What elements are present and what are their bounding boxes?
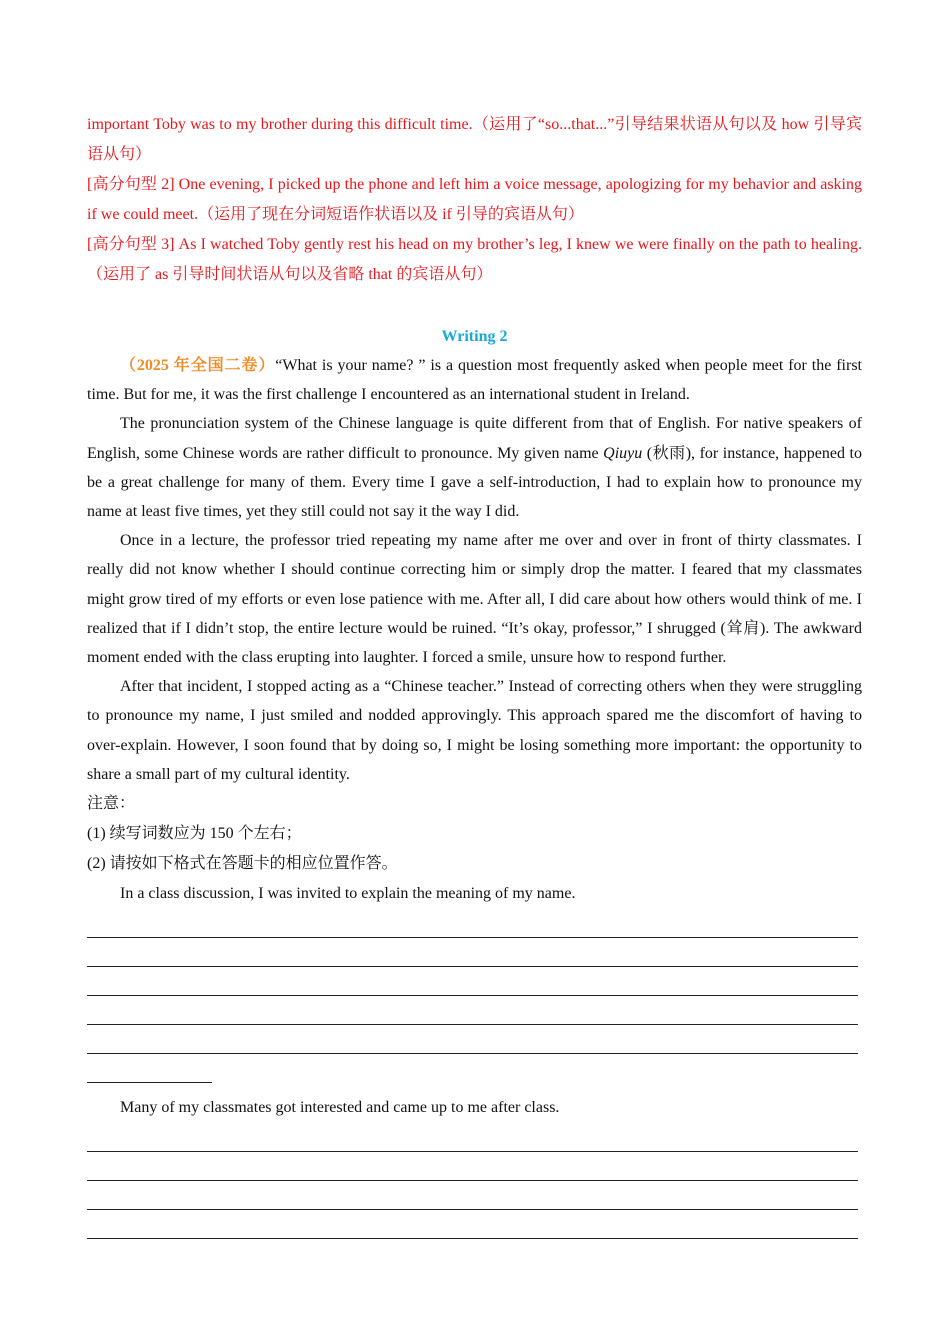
instruction-2: (2) 请按如下格式在答题卡的相应位置作答。 — [87, 855, 398, 873]
exam-source-label: （2025 年全国二卷） — [120, 357, 276, 374]
answer-line[interactable] — [87, 996, 858, 1025]
instructions — [87, 789, 862, 879]
passage-paragraph-1 — [87, 351, 862, 409]
passage-paragraph-2 — [87, 409, 862, 526]
given-name: Qiuyu — [603, 444, 643, 462]
answer-line[interactable] — [87, 1054, 212, 1083]
analysis-paragraph-3: [高分句型 3] As I watched Toby gently rest his head on my brother’s leg, I knew we were finally on the path to healing.（运用了 as 引导时间状语从句以及省略 that 的宾语从句） — [87, 236, 862, 283]
reading-passage — [87, 351, 862, 789]
answer-lines-1 — [87, 909, 862, 1083]
passage-paragraph-1-text: “What is your name? ” is a question most frequently asked when people meet for the first time. But for me, it was the first challenge I encountered as an international student in Ireland. — [87, 357, 862, 404]
document-page — [87, 110, 862, 1239]
analysis-paragraph-2: [高分句型 2] One evening, I picked up the phone and left him a voice message, apologizing for my behavior and asking if we could meet.（运用了现在分词短语作状语以及 if 引导的宾语从句） — [87, 176, 862, 223]
answer-line[interactable] — [87, 1123, 858, 1152]
answer-line[interactable] — [87, 909, 858, 938]
continuation-prompt-2: Many of my classmates got interested and came up to me after class. — [120, 1099, 560, 1117]
passage-paragraph-2-text-a: The pronunciation system of the Chinese language is quite different from that of English. For native speakers of English, some Chinese words are rather difficult to pronounce. My given name — [87, 415, 862, 462]
passage-paragraph-2-text-b: (秋雨), for instance, happened to be a great challenge for many of them. Every time I gave a self-introduction, I had to explain how to pronounce my name at least five times, yet they still could not say it the way I did. — [87, 444, 862, 521]
instruction-1: (1) 续写词数应为 150 个左右； — [87, 825, 302, 843]
answer-line[interactable] — [87, 938, 858, 967]
passage-paragraph-4: After that incident, I stopped acting as a “Chinese teacher.” Instead of correcting others when they were struggling to pronounce my name, I just smiled and nodded approvingly. This approach spared me the discomfort of having to over-explain. However, I soon found that by doing so, I might be losing something more important: the opportunity to share a small part of my cultural identity. — [87, 678, 862, 783]
answer-line[interactable] — [87, 1152, 858, 1181]
answer-line[interactable] — [87, 967, 858, 996]
analysis-paragraph-1: important Toby was to my brother during this difficult time.（运用了“so...that...”引导结果状语从句以及 how 引导宾语从句） — [87, 116, 862, 163]
continuation-prompt-1: In a class discussion, I was invited to explain the meaning of my name. — [120, 885, 576, 903]
answer-line[interactable] — [87, 1181, 858, 1210]
passage-paragraph-3: Once in a lecture, the professor tried repeating my name after me over and over in front of thirty classmates. I really did not know whether I should continue correcting him or simply drop the matter. I feared that my classmates might grow tired of my efforts or even lose patience with me. After all, I did care about how others would think of me. I realized that if I didn’t stop, the entire lecture would be ruined. “It’s okay, professor,” I shrugged (耸肩). The awkward moment ended with the class erupting into laughter. I forced a smile, unsure how to respond further. — [87, 532, 862, 667]
section-title: Writing 2 — [441, 328, 508, 345]
answer-lines-2 — [87, 1123, 862, 1239]
instructions-label: 注意： — [87, 795, 136, 813]
sentence-analysis-section — [87, 110, 862, 290]
answer-line[interactable] — [87, 1210, 858, 1239]
answer-line[interactable] — [87, 1025, 858, 1054]
